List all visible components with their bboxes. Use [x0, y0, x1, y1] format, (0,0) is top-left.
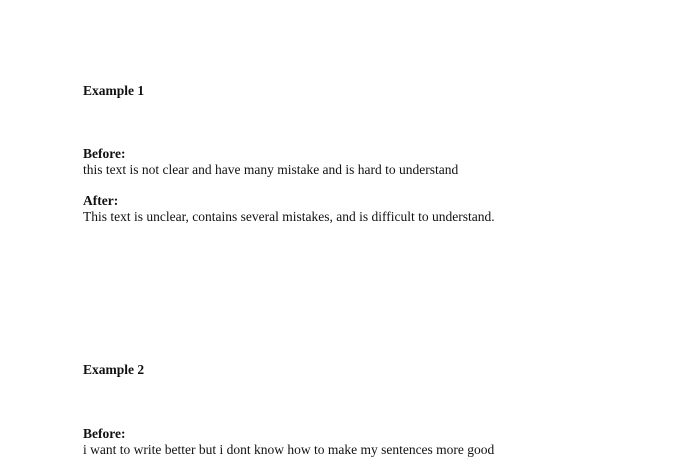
example-2-before-text: i want to write better but i dont know how to make my sentences more good [83, 442, 495, 457]
example-1-heading: Example 1 [83, 83, 145, 98]
example-2-heading: Example 2 [83, 362, 145, 377]
example-1-after-text: This text is unclear, contains several mistakes, and is difficult to understand. [83, 209, 495, 224]
example-1-before-text: this text is not clear and have many mistake and is hard to understand [83, 162, 459, 177]
example-1-before-label: Before: [83, 146, 126, 161]
example-2-before-label: Before: [83, 426, 126, 441]
example-1-after-label: After: [83, 193, 119, 208]
